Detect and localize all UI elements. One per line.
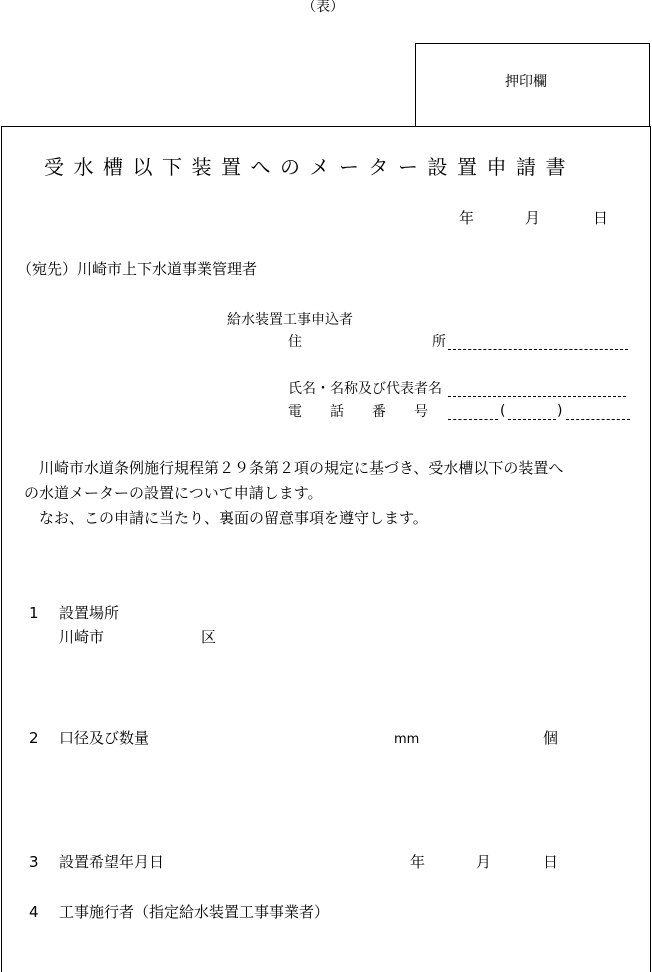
form-title: 受水槽以下装置へのメーター設置申請書 bbox=[44, 155, 575, 179]
item-1-label: 設置場所 bbox=[59, 604, 120, 622]
item-3-label: 設置希望年月日 bbox=[59, 853, 165, 871]
item-2-number: 2 bbox=[29, 729, 39, 747]
phone-field-area[interactable] bbox=[508, 419, 556, 420]
applicant-heading: 給水装置工事申込者 bbox=[227, 312, 353, 328]
date-year-label: 年 bbox=[459, 209, 475, 227]
item-2-unit-mm: mm bbox=[394, 732, 420, 747]
item-3-number: 3 bbox=[29, 853, 39, 871]
item-4-number: 4 bbox=[29, 903, 39, 921]
seal-label: 押印欄 bbox=[505, 74, 547, 90]
phone-paren-close: ) bbox=[557, 403, 563, 419]
item-1-ward: 区 bbox=[201, 628, 217, 646]
item-1-number: 1 bbox=[29, 604, 39, 622]
phone-label: 電 話 番 号 bbox=[288, 404, 428, 420]
statement-line-3: なお、この申請に当たり、裏面の留意事項を遵守します。 bbox=[24, 509, 428, 527]
item-2-label: 口径及び数量 bbox=[59, 729, 150, 747]
item-3-month: 月 bbox=[476, 853, 492, 871]
address-label-suffix: 所 bbox=[432, 334, 446, 350]
item-1-city: 川崎市 bbox=[59, 628, 105, 646]
name-field[interactable] bbox=[448, 396, 626, 397]
phone-field-prefix[interactable] bbox=[448, 419, 498, 420]
name-label: 氏名・名称及び代表者名 bbox=[288, 381, 442, 397]
application-statement bbox=[24, 456, 644, 531]
form-frame bbox=[1, 126, 651, 972]
date-day-label: 日 bbox=[593, 209, 609, 227]
statement-line-1: 川崎市水道条例施行規程第２９条第２項の規定に基づき、受水槽以下の装置へ bbox=[24, 459, 564, 477]
phone-field-number[interactable] bbox=[566, 419, 630, 420]
phone-paren-open: ( bbox=[500, 403, 506, 419]
form-side-label: （表） bbox=[302, 0, 344, 15]
item-2-unit-count: 個 bbox=[543, 729, 559, 747]
statement-line-2: の水道メーターの設置について申請します。 bbox=[24, 484, 323, 502]
address-label: 住 bbox=[288, 334, 302, 350]
item-3-year: 年 bbox=[410, 853, 426, 871]
addressee: （宛先）川崎市上下水道事業管理者 bbox=[17, 260, 258, 278]
item-3-day: 日 bbox=[543, 853, 559, 871]
address-field[interactable] bbox=[448, 349, 628, 350]
item-4-label: 工事施行者（指定給水装置工事事業者） bbox=[59, 903, 330, 921]
date-month-label: 月 bbox=[525, 209, 541, 227]
